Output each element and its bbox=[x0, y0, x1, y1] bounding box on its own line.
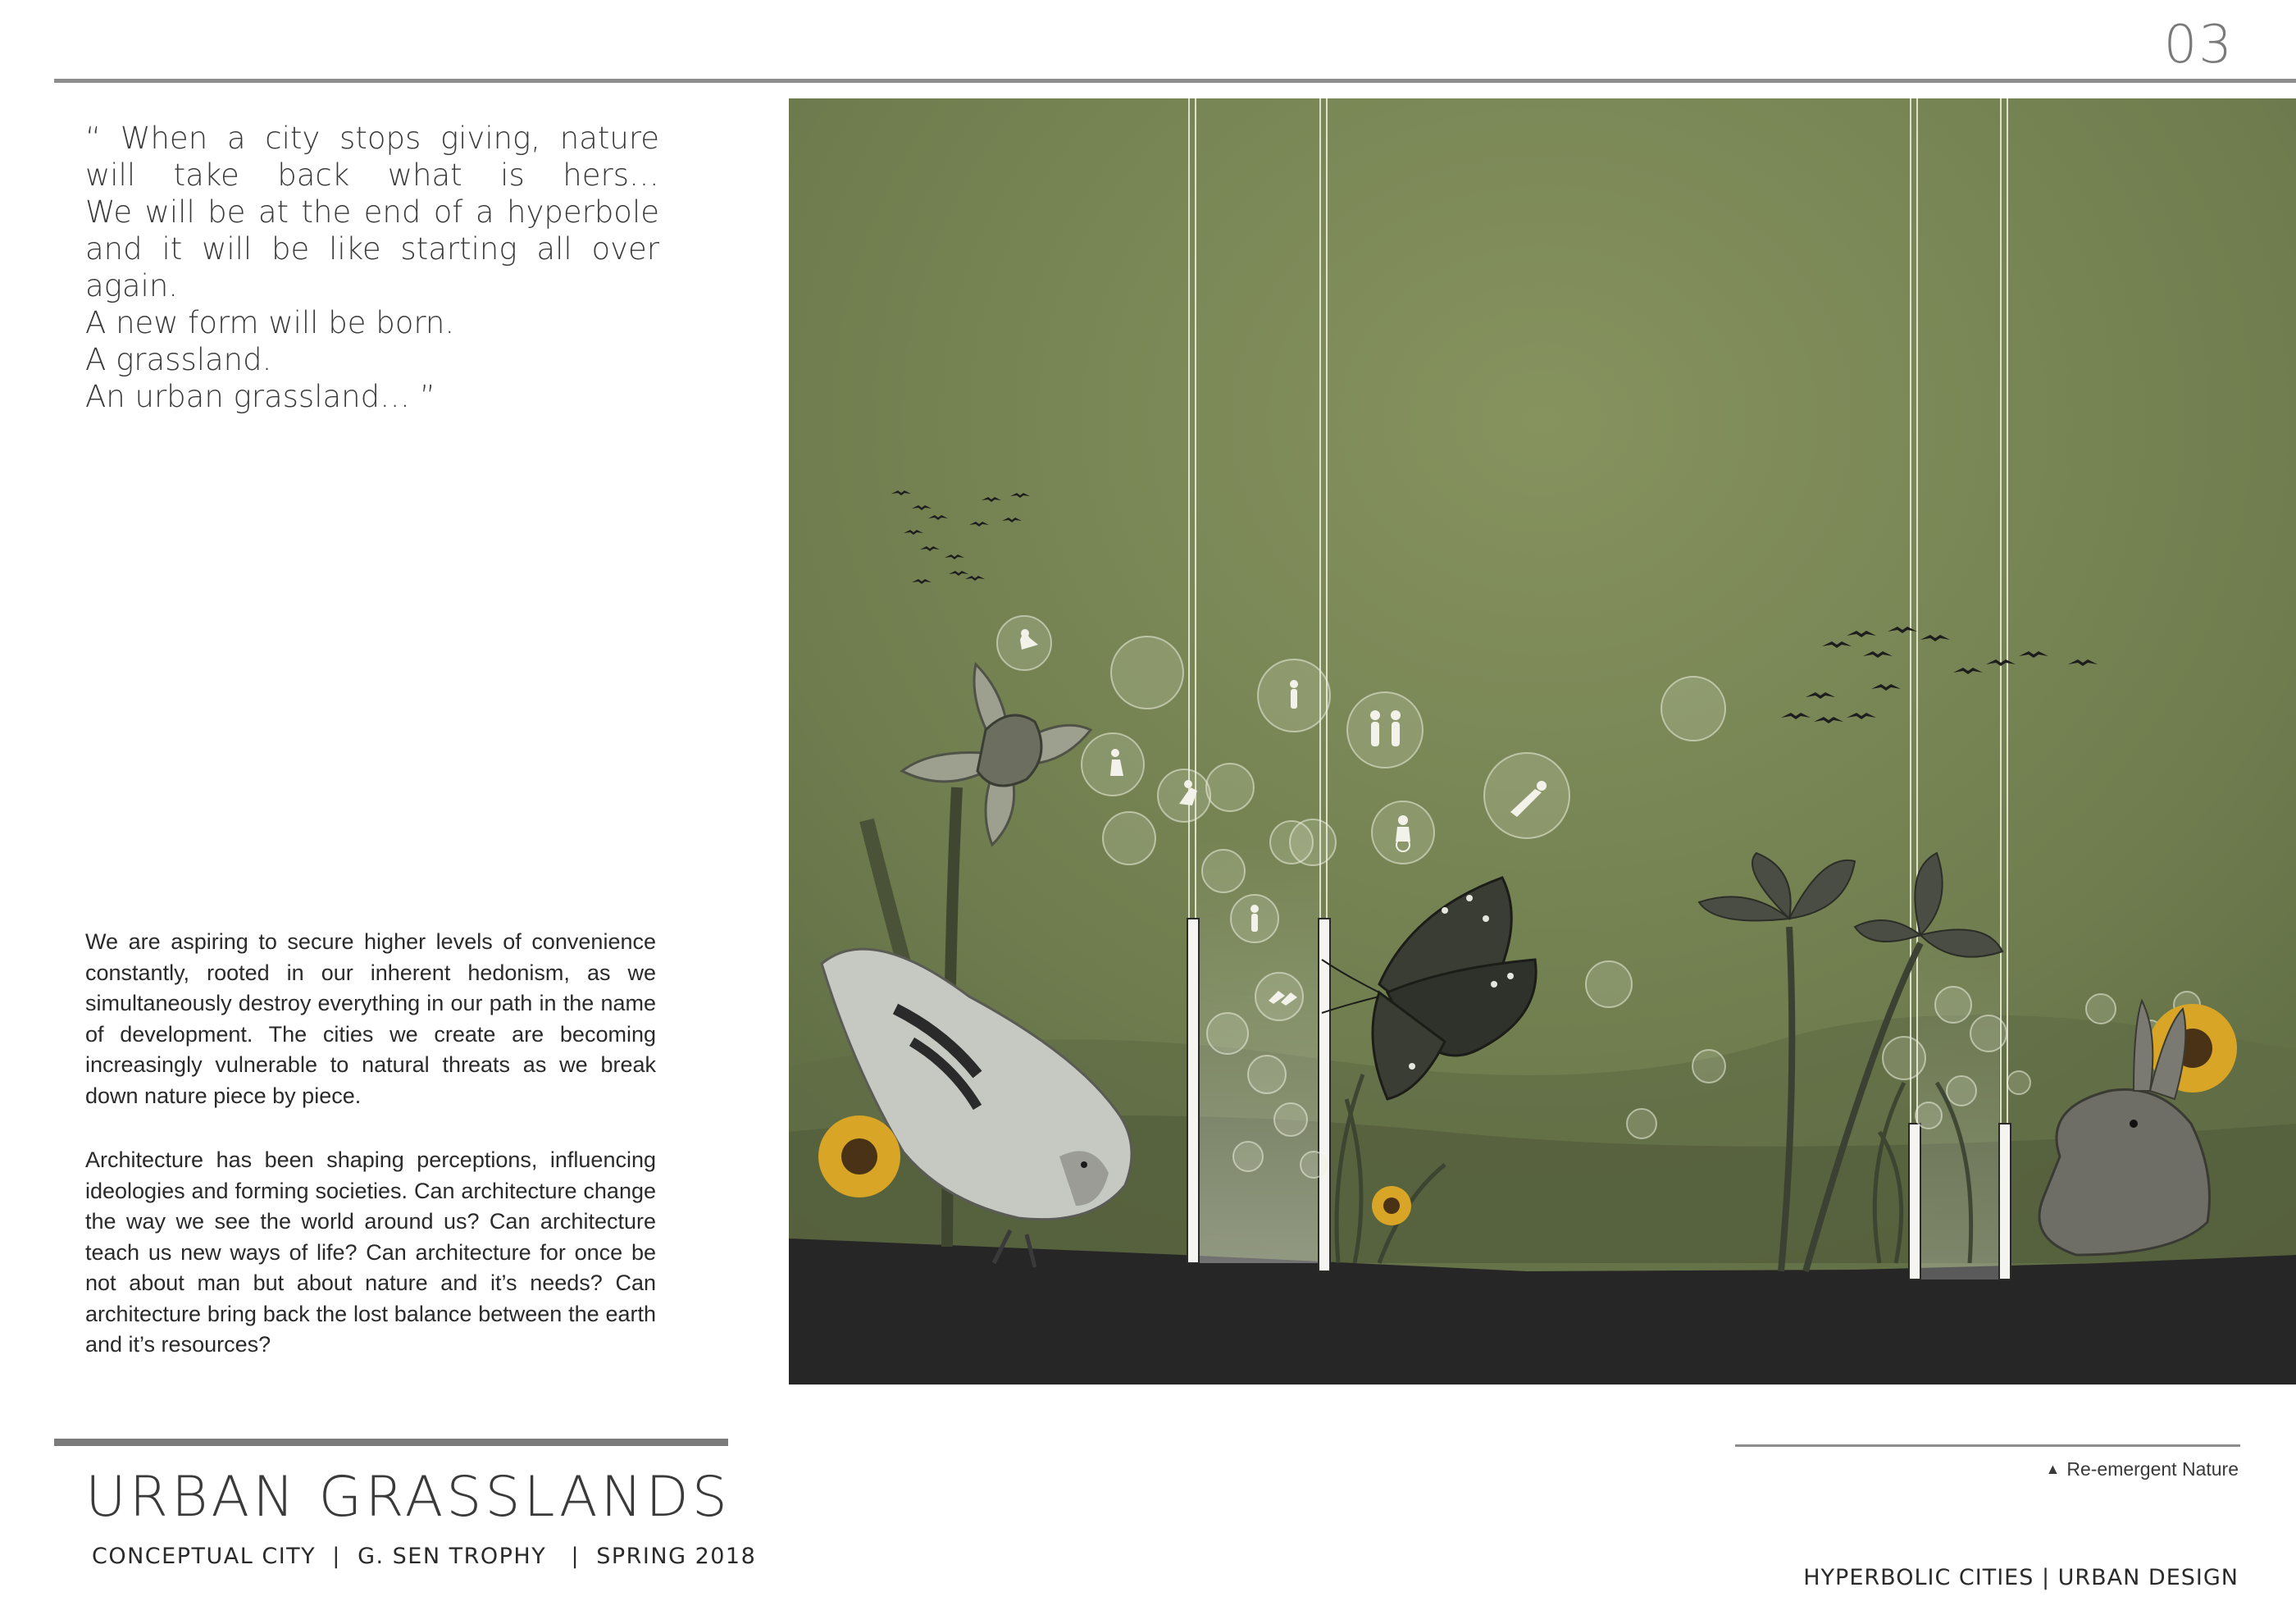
quote-line: A grassland. bbox=[85, 342, 272, 377]
caption-text: Re-emergent Nature bbox=[2066, 1458, 2239, 1480]
project-subtitle: CONCEPTUAL CITY | G. SEN TROPHY | SPRING 2018 bbox=[92, 1544, 757, 1569]
page-number: 03 bbox=[2163, 15, 2234, 75]
caption-divider bbox=[1735, 1444, 2240, 1447]
series-label: HYPERBOLIC CITIES | URBAN DESIGN bbox=[1803, 1565, 2239, 1590]
re-emergent-nature-illustration bbox=[789, 98, 2296, 1385]
quote-line: A new form will be born. bbox=[85, 305, 455, 340]
quote-line: We will be at the end of a hyperbole and it will be like starting all over again. bbox=[85, 194, 659, 303]
quote-line: “ When a city stops giving, nature will take back what is hers… bbox=[85, 121, 659, 193]
top-divider bbox=[54, 79, 2296, 83]
quote-line: An urban grassland… ” bbox=[85, 379, 436, 414]
manifesto-quote bbox=[85, 120, 659, 415]
figure-caption bbox=[2046, 1458, 2239, 1480]
triangle-up-icon: ▲ bbox=[2045, 1461, 2061, 1477]
intro-paragraph: We are aspiring to secure higher levels of convenience constantly, rooted in our inherent hedonism, as we simultaneously destroy everything in our path in the name of development. The cities we create are becoming increasingly vulnerable to natural threats as we break down nature piece by piece. bbox=[85, 929, 656, 1108]
project-title: URBAN GRASSLANDS bbox=[85, 1465, 731, 1530]
title-divider bbox=[54, 1439, 728, 1446]
architecture-paragraph: Architecture has been shaping perceptions, influencing ideologies and forming societies. Can architecture change the way we see the world around us? Can architecture teach us new ways of life? Can architecture for once be not about man but about nature and it’s needs? Can architecture bring back the lost balance between the earth and it’s resources? bbox=[85, 1147, 656, 1357]
